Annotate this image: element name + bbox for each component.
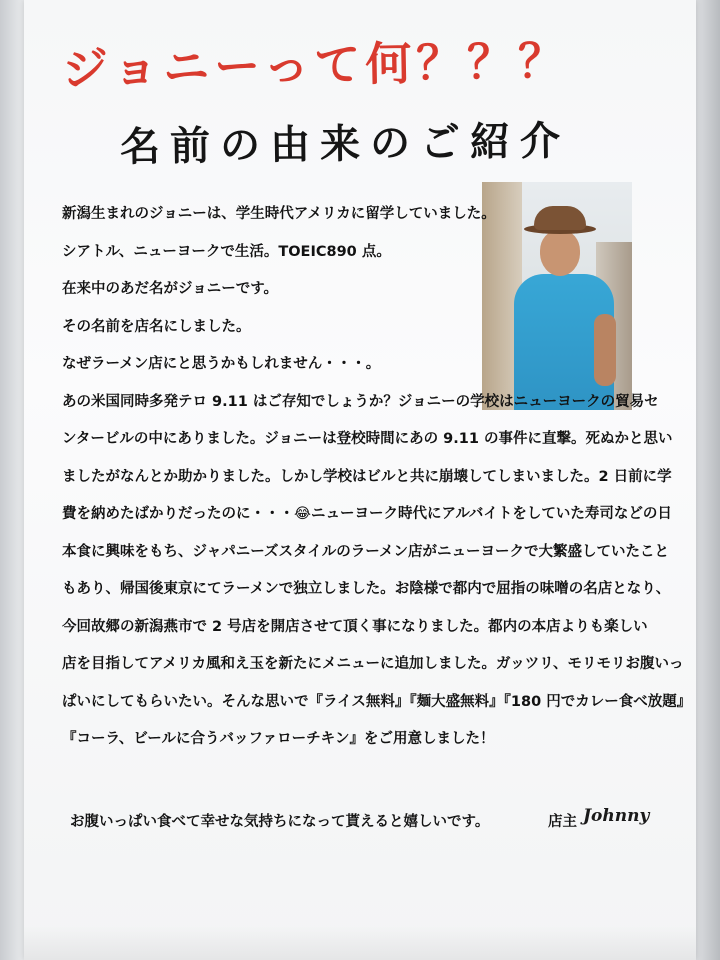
page-title: ジョニーって何？？？: [61, 33, 570, 97]
story-line: 『コーラ、ビールに合うバッファローチキン』をご用意しました！: [62, 731, 495, 747]
story-line: なぜラーメン店にと思うかもしれません・・・。: [62, 356, 381, 372]
story-line: 費を納めたばかりだったのに・・・😂ニューヨーク時代にアルバイトをしていた寿司などの日: [62, 506, 672, 522]
story-line: 在来中のあだ名がジョニーです。: [62, 281, 279, 297]
story-line: ましたがなんとか助かりました。しかし学校はビルと共に崩壊してしまいました。2 日前に学: [62, 468, 672, 485]
signature-name: Johnny: [583, 806, 650, 826]
story-line: もあり、帰国後東京にてラーメンで独立しました。お陰様で都内で屈指の味噌の名店となり、: [62, 581, 671, 597]
story-line: ンタービルの中にありました。ジョニーは登校時間にあの 9.11 の事件に直撃。死ぬかと思い: [62, 431, 673, 447]
story-line: ぱいにしてもらいたい。そんな思いで『ライス無料』『麺大盛無料』『180 円でカレー食べ放題』: [62, 693, 692, 710]
page-subtitle: 名前の由来のご紹介: [119, 117, 571, 171]
signature-label: 店主: [548, 814, 577, 830]
story-line: その名前を店名にしました。: [62, 318, 251, 335]
story-line: シアトル、ニューヨークで生活。TOEIC890 点。: [62, 243, 391, 260]
story-line: 新潟生まれのジョニーは、学生時代アメリカに留学していました。: [62, 206, 496, 222]
story-line: 本食に興味をもち、ジャパニーズスタイルのラーメン店がニューヨークで大繁盛していたこと: [62, 543, 669, 560]
closing-message: お腹いっぱい食べて幸せな気持ちになって貰えると嬉しいです。: [70, 814, 490, 830]
story-text: [62, 196, 692, 759]
paper-shadow: [24, 926, 696, 960]
story-line: 店を目指してアメリカ風和え玉を新たにメニューに追加しました。ガッツリ、モリモリお腹いっ: [62, 656, 684, 672]
story-line: 今回故郷の新潟燕市で 2 号店を開店させて頂く事になりました。都内の本店よりも楽しい: [62, 618, 648, 635]
story-line: あの米国同時多発テロ 9.11 はご存知でしょうか？ジョニーの学校はニューヨークの貿易セ: [62, 393, 659, 410]
